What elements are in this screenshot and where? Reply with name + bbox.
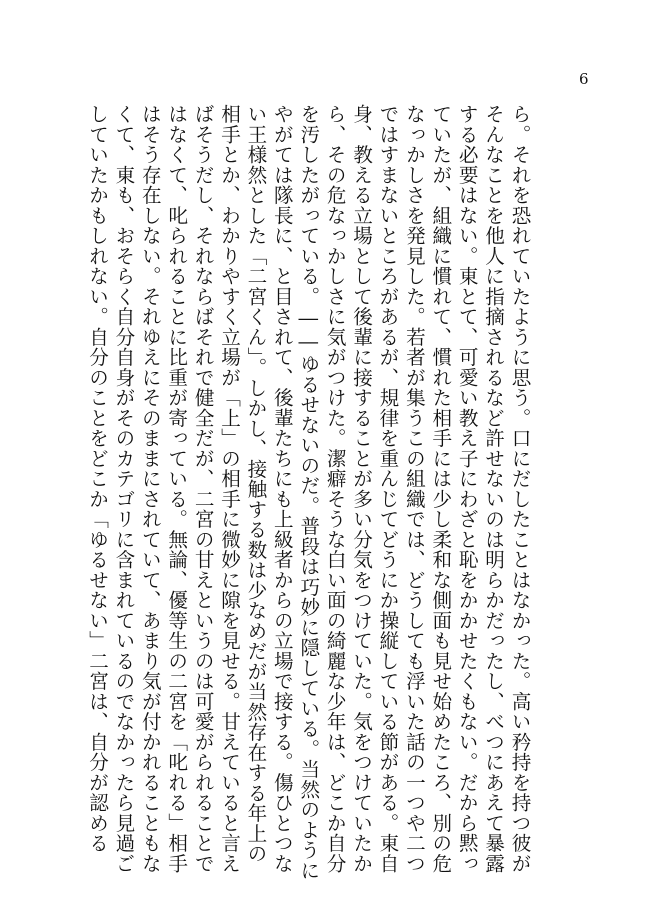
- text-line: くて、東も、おそらく自分自身がそのカテゴリに含まれているのでなかったら見過ご: [111, 104, 135, 874]
- text-line: ら、その危なっかしさに気がつけた。潔癖そうな白い面の綺麗な少年は、どこか自分: [323, 104, 347, 874]
- text-line: していたかもしれない。自分のことをどこか「ゆるせない」二宮は、自分が認める: [85, 104, 109, 854]
- text-line: はなくて、叱られることに比重が寄っている。無論、優等生の二宮を「叱れる」相手: [164, 104, 188, 874]
- text-line: ら。それを恐れていたように思う。口にだしたことはなかった。高い矜持を持つ彼が: [508, 104, 531, 874]
- text-line: を汚したがっている。――ゆるせないのだ。普段は巧妙に隠している。当然のように: [296, 104, 320, 881]
- text-line: い王様然とした「二宮くん」。しかし、接触する数は少なめだが当然存在する年上の: [243, 104, 267, 864]
- text-line: ばそうだし、それならばそれで健全だが、二宮の甘えというのは可愛がられることで: [191, 104, 215, 874]
- text-line: 身、教える立場として後輩に接することが多い分気をつけていた。気をつけていたか: [349, 104, 373, 874]
- text-line: ていたが、組織に慣れて、慣れた相手には少し柔和な側面も見せ始めたころ、別の危: [428, 104, 452, 874]
- text-line: する必要はない。東とて、可愛い教え子にわざと恥をかかせたくもない。だから黙っ: [455, 104, 479, 874]
- page-number: 6: [579, 70, 589, 88]
- text-line: はそう存在しない。それゆえにそのままにされていて、あまり気が付かれることもな: [138, 104, 162, 874]
- body-text: [85, 104, 532, 881]
- text-line: なっかしさを発見した。若者が集うこの組織では、どうしても浮いた話の一つや二つ: [402, 104, 426, 874]
- text-line: 相手とか、わかりやすく立場が「上」の相手に微妙に隙を見せる。甘えていると言え: [217, 104, 241, 874]
- text-line: そんなことを他人に指摘されるなど許せないのは明らかだったし、べつにあえて暴露: [481, 104, 505, 874]
- text-line: ではすまないところがあるが、規律を重んじてどうにか操縦している節がある。東自: [375, 104, 399, 874]
- text-line: やがては隊長に、と目されて、後輩たちにも上級者からの立場で接する。傷ひとつな: [270, 104, 294, 874]
